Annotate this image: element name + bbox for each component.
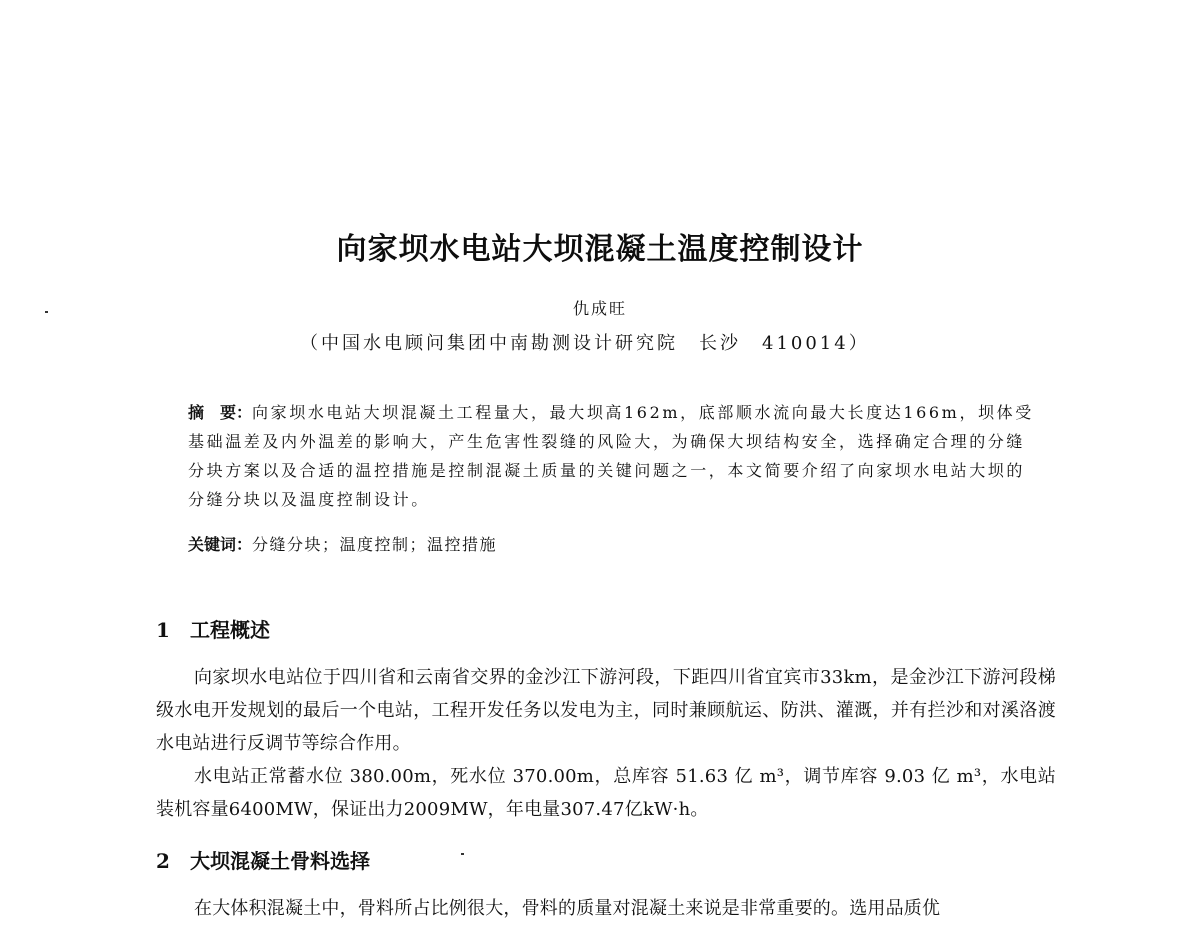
body-paragraph: 水电站正常蓄水位 380.00m，死水位 370.00m，总库容 51.63 亿 m³，调节库容 9.03 亿 m³，水电站装机容量6400MW，保证出力2009MW，年电量307.47亿kW·h。 <box>156 766 1056 820</box>
abstract <box>188 398 1038 514</box>
author-affiliation: （中国水电顾问集团中南勘测设计研究院 长沙 410014） <box>300 333 870 354</box>
body-paragraph: 在大体积混凝土中，骨料所占比例很大，骨料的质量对混凝土来说是非常重要的。选用品质优 <box>194 898 941 919</box>
section-number: 2 <box>156 849 170 873</box>
section-title: 工程概述 <box>190 618 270 642</box>
scan-speck <box>461 853 464 855</box>
section-number: 1 <box>156 618 170 642</box>
section-heading <box>156 845 370 874</box>
paper-title: 向家坝水电站大坝混凝土温度控制设计 <box>336 232 864 267</box>
author-name: 仇成旺 <box>572 299 627 318</box>
body-paragraph: 向家坝水电站位于四川省和云南省交界的金沙江下游河段，下距四川省宜宾市33km，是金沙江下游河段梯级水电开发规划的最后一个电站，工程开发任务以发电为主，同时兼顾航运、防洪、灌溉，并有拦沙和对溪洛渡水电站进行反调节等综合作用。 <box>156 667 1056 754</box>
keywords-label: 关键词： <box>188 535 253 554</box>
section-heading <box>156 614 270 643</box>
section-title: 大坝混凝土骨料选择 <box>190 849 370 873</box>
keywords <box>188 532 497 555</box>
abstract-text: 向家坝水电站大坝混凝土工程量大，最大坝高162m，底部顺水流向最大长度达166m，坝体受基础温差及内外温差的影响大，产生危害性裂缝的风险大，为确保大坝结构安全，选择确定合理的分缝分块方案以及合适的温控措施是控制混凝土质量的关键问题之一，本文简要介绍了向家坝水电站大坝的分缝分块以及温度控制设计。 <box>188 403 1034 509</box>
abstract-label: 摘 要： <box>188 403 253 422</box>
keywords-text: 分缝分块；温度控制；温控措施 <box>252 535 498 554</box>
